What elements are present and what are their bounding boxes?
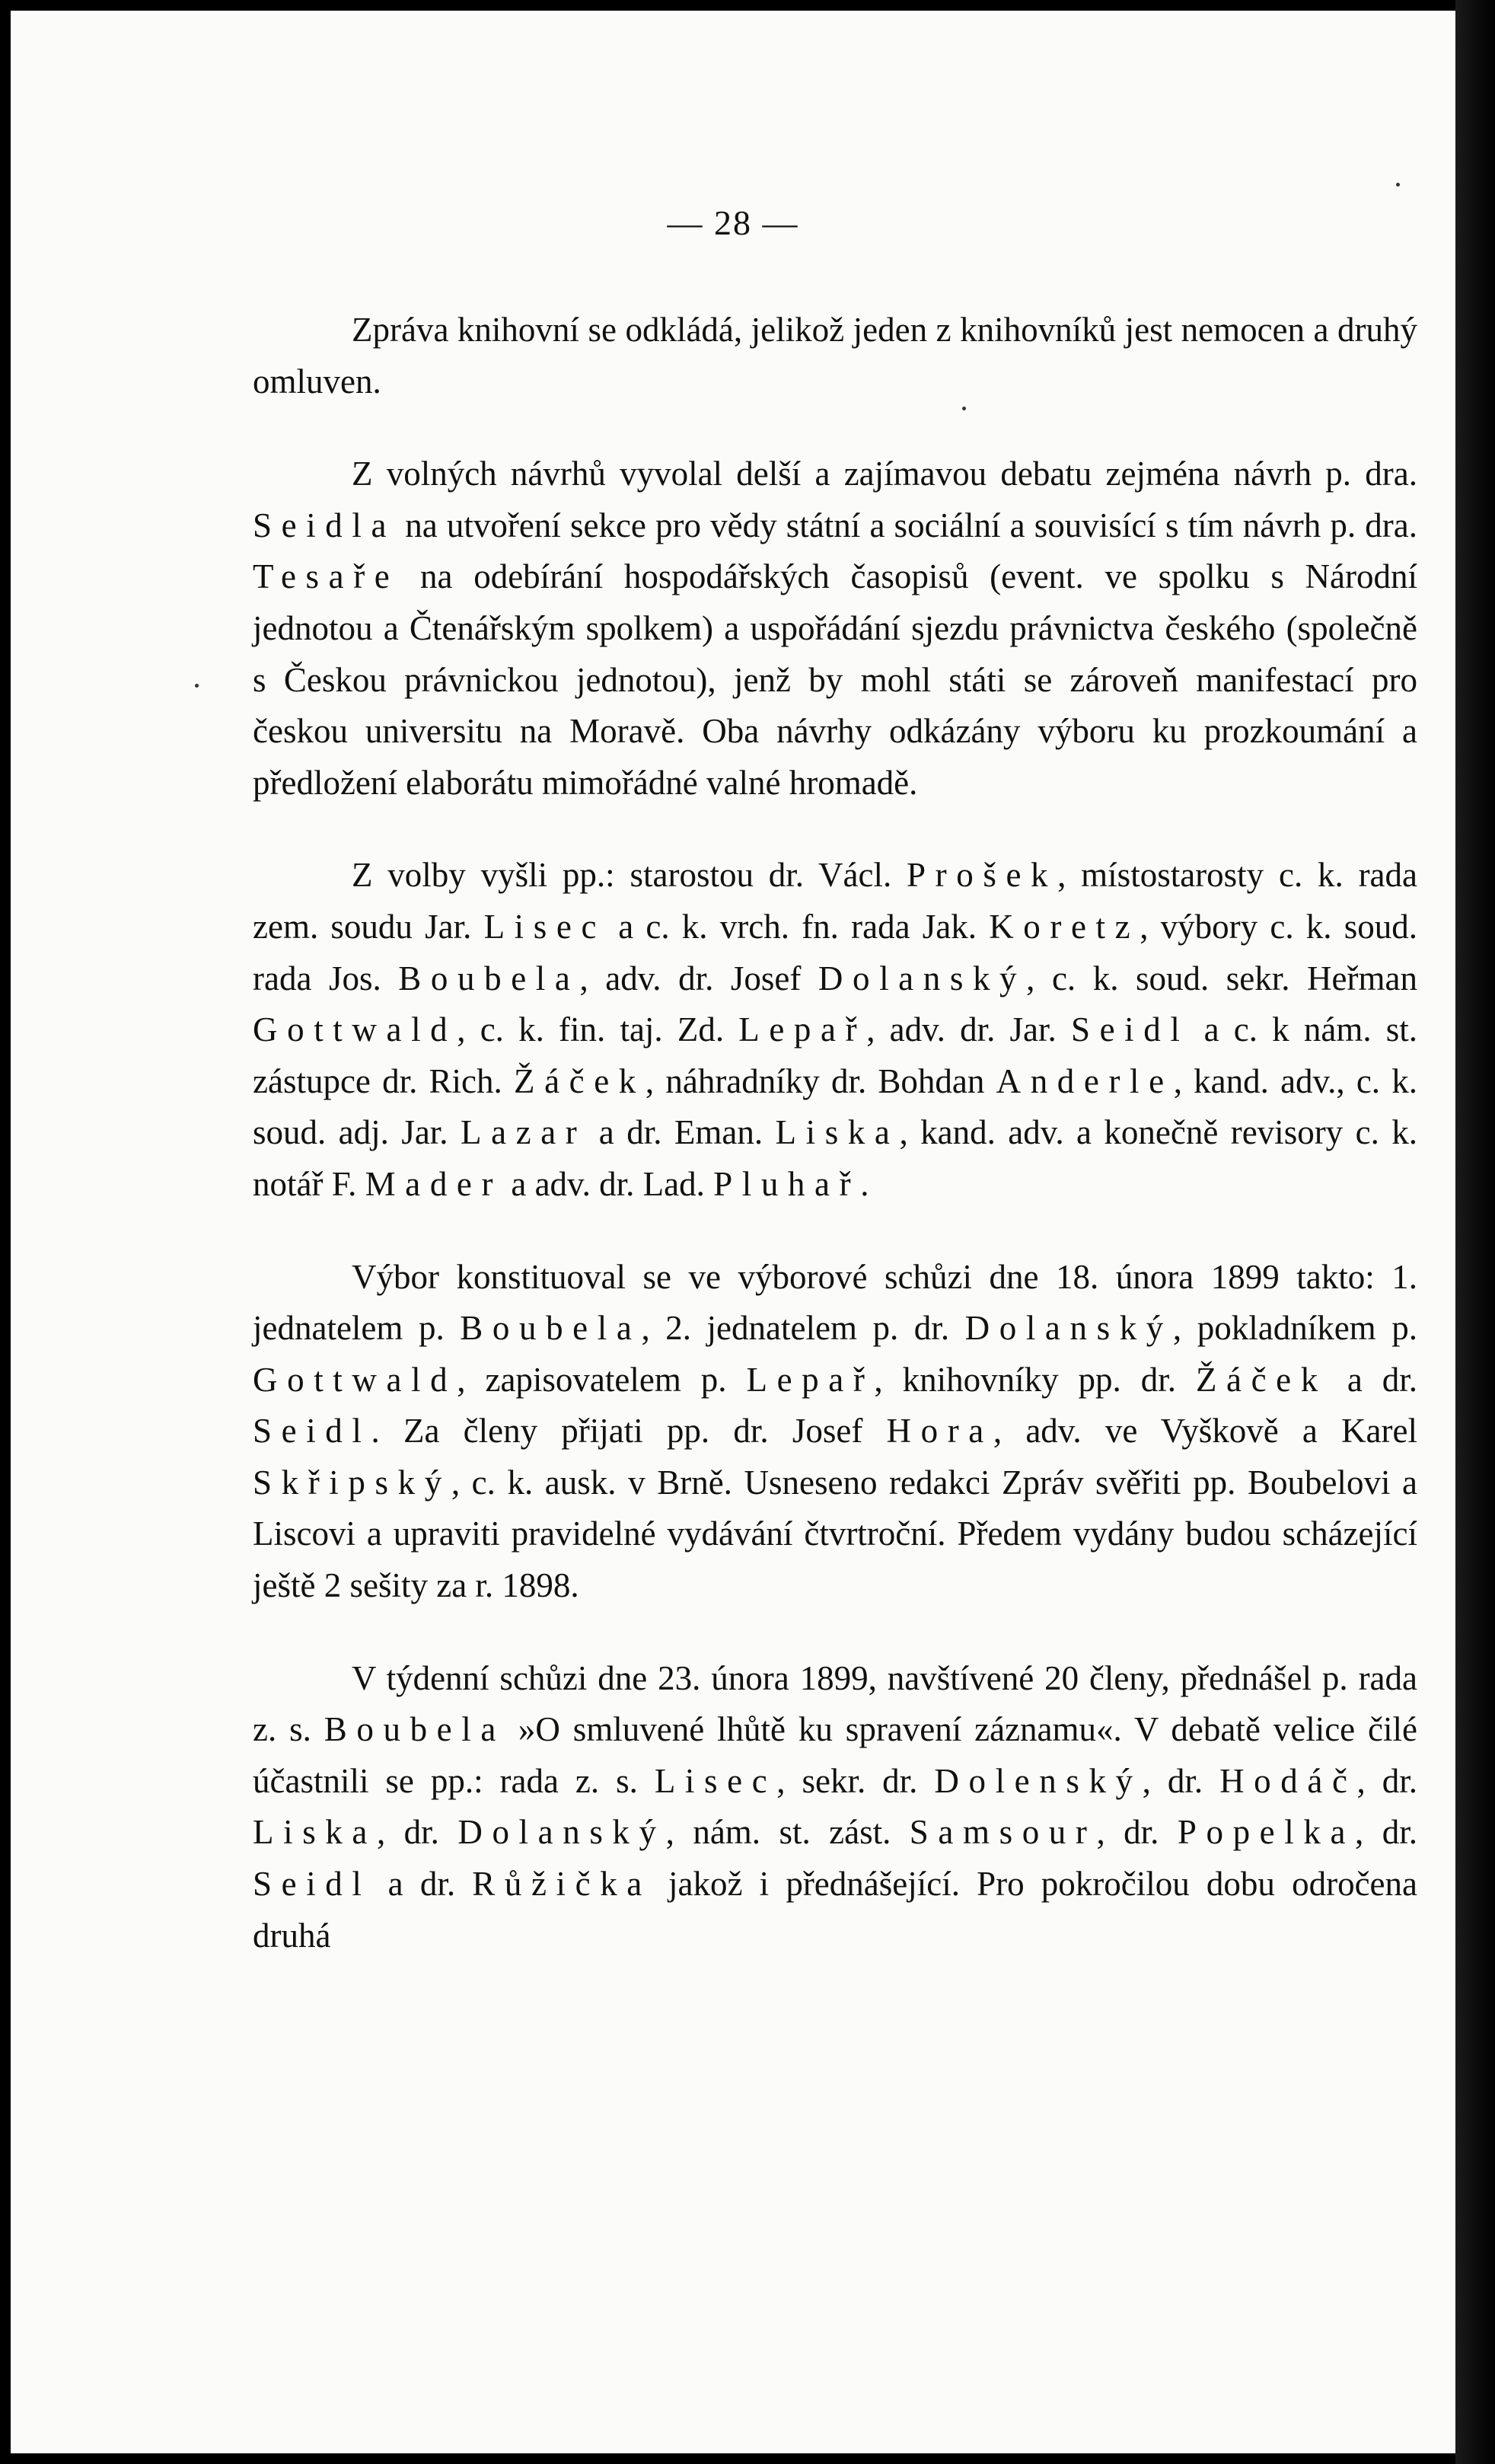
body-text [253,305,1417,1961]
text-run: Z volby vyšli pp.: starostou dr. Václ. [352,856,907,895]
text-run: a dr. Eman. [586,1113,776,1152]
text-run: Z volných návrhů vyvolal delší a zajímavou debatu zejména návrh p. dra. [352,455,1417,493]
text-run: , adv. dr. Jar. [866,1010,1071,1049]
text-run: Výbor konstituoval se ve výborové schůzi dne 18. února 1899 takto: 1. jednatelem p. [253,1257,1417,1348]
text-run: , dr. [1356,1761,1417,1800]
text-run: , knihovníky pp. dr. [874,1360,1196,1399]
paragraph-weekly-meeting [253,1653,1417,1962]
text-run: , dr. [1355,1813,1417,1852]
spaced-name: Lepař [738,1010,867,1049]
spaced-name: Tesaře [253,557,400,596]
text-run: , dr. [1096,1813,1178,1852]
scan-speck [962,407,966,410]
spaced-name: Seidl [253,1865,371,1904]
text-run: , adv. ve Vyškově a Karel [993,1412,1417,1451]
spaced-name: Hora [886,1412,993,1451]
text-run: , c. k. fin. taj. Zd. [457,1010,739,1049]
spaced-name: Lisec [483,907,607,946]
text-run: jakož i přednášející. Pro pokročilou dobu odročena druhá [253,1865,1417,1955]
text-run: , kand. adv. a konečně revisory c. k. notář F. [253,1113,1417,1203]
text-run: , místostarosty c. k. rada zem. soudu Jar. [253,856,1417,946]
spaced-name: Prošek [907,856,1058,895]
text-run: , 2. jednatelem p. dr. [641,1309,965,1348]
text-run: a c. k. vrch. fn. rada Jak. [606,907,990,946]
spaced-name: Lazar [460,1113,587,1152]
spaced-name: Seidla [253,506,397,544]
spaced-name: Seidl [253,1412,371,1451]
scan-edge-shadow [1455,0,1495,2464]
text-run: V týdenní schůzi dne 23. února 1899, navštívené 20 členy, přednášel p. rada z. s. [253,1658,1417,1749]
spaced-name: Žáček [513,1061,645,1100]
text-run: , kand. adv., c. k. soud. adj. Jar. [253,1061,1417,1152]
spaced-name: Liska [253,1813,377,1852]
paragraph-library-report [253,305,1417,407]
text-run: , dr. [1142,1761,1220,1800]
text-run: na odebírání hospodářských časopisů (event. ve spolku s Národní jednotou a Čtenářským spolkem) a uspořádání sjezdu právnictva českého (společně s Českou právnickou jednotou), jenž by mohl státi se zároveň manifestací pro českou universitu na Moravě. Oba návrhy odkázány výboru ku prozkoumání a předložení elaborátu mimořádné valné hromadě. [253,557,1417,802]
page-number: — 28 — [667,203,799,242]
text-run: , pokladníkem p. [1172,1309,1417,1348]
spaced-name: Boubela [460,1309,642,1348]
spaced-name: Hodáč [1219,1761,1357,1800]
spaced-name: Seidl [1070,1010,1190,1049]
text-run: , adv. dr. Josef [579,959,818,997]
spaced-name: Dolenský [934,1761,1143,1800]
spaced-name: Dolanský [818,959,1027,997]
text-run: »O smluvené lhůtě ku spravení záznamu«. V debatě velice čilé účastnili se pp.: rada z. s. [253,1710,1417,1800]
paragraph-committee-constitution [253,1252,1417,1612]
text-run: , výbory c. k. soud. rada Jos. [253,907,1418,997]
spaced-name: Růžička [472,1865,652,1904]
spaced-name: Gottwald [253,1010,457,1049]
paragraph-election-results [253,850,1417,1210]
text-run: a adv. dr. Lad. [502,1164,714,1203]
scan-speck [1396,183,1400,187]
spaced-name: Boubela [324,1710,505,1749]
document-page [11,11,1455,2453]
spaced-name: Lepař [746,1360,875,1399]
scan-speck [195,684,199,688]
spaced-name: Popelka [1177,1813,1356,1852]
spaced-name: Lisec [654,1761,777,1800]
text-run: , c. k. soud. sekr. Heřman [1026,959,1417,997]
spaced-name: Boubela [398,959,580,997]
text-run: , nám. st. zást. [665,1813,910,1852]
spaced-name: Samsour [909,1813,1097,1852]
text-run: . [860,1164,869,1203]
text-run: , c. k. ausk. v Brně. Usneseno redakci Zpráv svěřiti pp. Boubelovi a Liscovi a upraviti pravidelné vydávání čtvrtroční. Předem vydány budou scházející ještě 2 sešity za r. 1898. [253,1463,1417,1605]
text-run: , sekr. dr. [776,1761,935,1800]
text-run: a dr. [371,1865,473,1904]
text-run: na utvoření sekce pro vědy státní a sociální a souvisící s tím návrh p. dra. [396,506,1417,544]
text-run: Zpráva knihovní se odkládá, jelikož jeden z knihovníků jest nemocen a druhý omluven. [253,311,1417,401]
text-run: , náhradníky dr. Bohdan [645,1061,996,1100]
spaced-name: Pluhař [713,1164,861,1203]
spaced-name: Dolanský [964,1309,1173,1348]
text-run: a c. k nám. st. zástupce dr. Rich. [253,1010,1418,1100]
spaced-name: Gottwald [253,1360,457,1399]
text-run: , dr. [376,1813,458,1852]
spaced-name: Skřipský [253,1463,451,1502]
text-run: . Za členy přijati pp. dr. Josef [371,1412,887,1451]
spaced-name: Liska [775,1113,900,1152]
spaced-name: Dolanský [457,1813,666,1852]
paragraph-free-proposals [253,448,1417,809]
text-run: , zapisovatelem p. [457,1360,747,1399]
spaced-name: Mader [365,1164,503,1203]
spaced-name: Anderle [996,1061,1174,1100]
spaced-name: Žáček [1195,1360,1328,1399]
text-run: a dr. [1327,1360,1417,1399]
spaced-name: Koretz [989,907,1140,946]
